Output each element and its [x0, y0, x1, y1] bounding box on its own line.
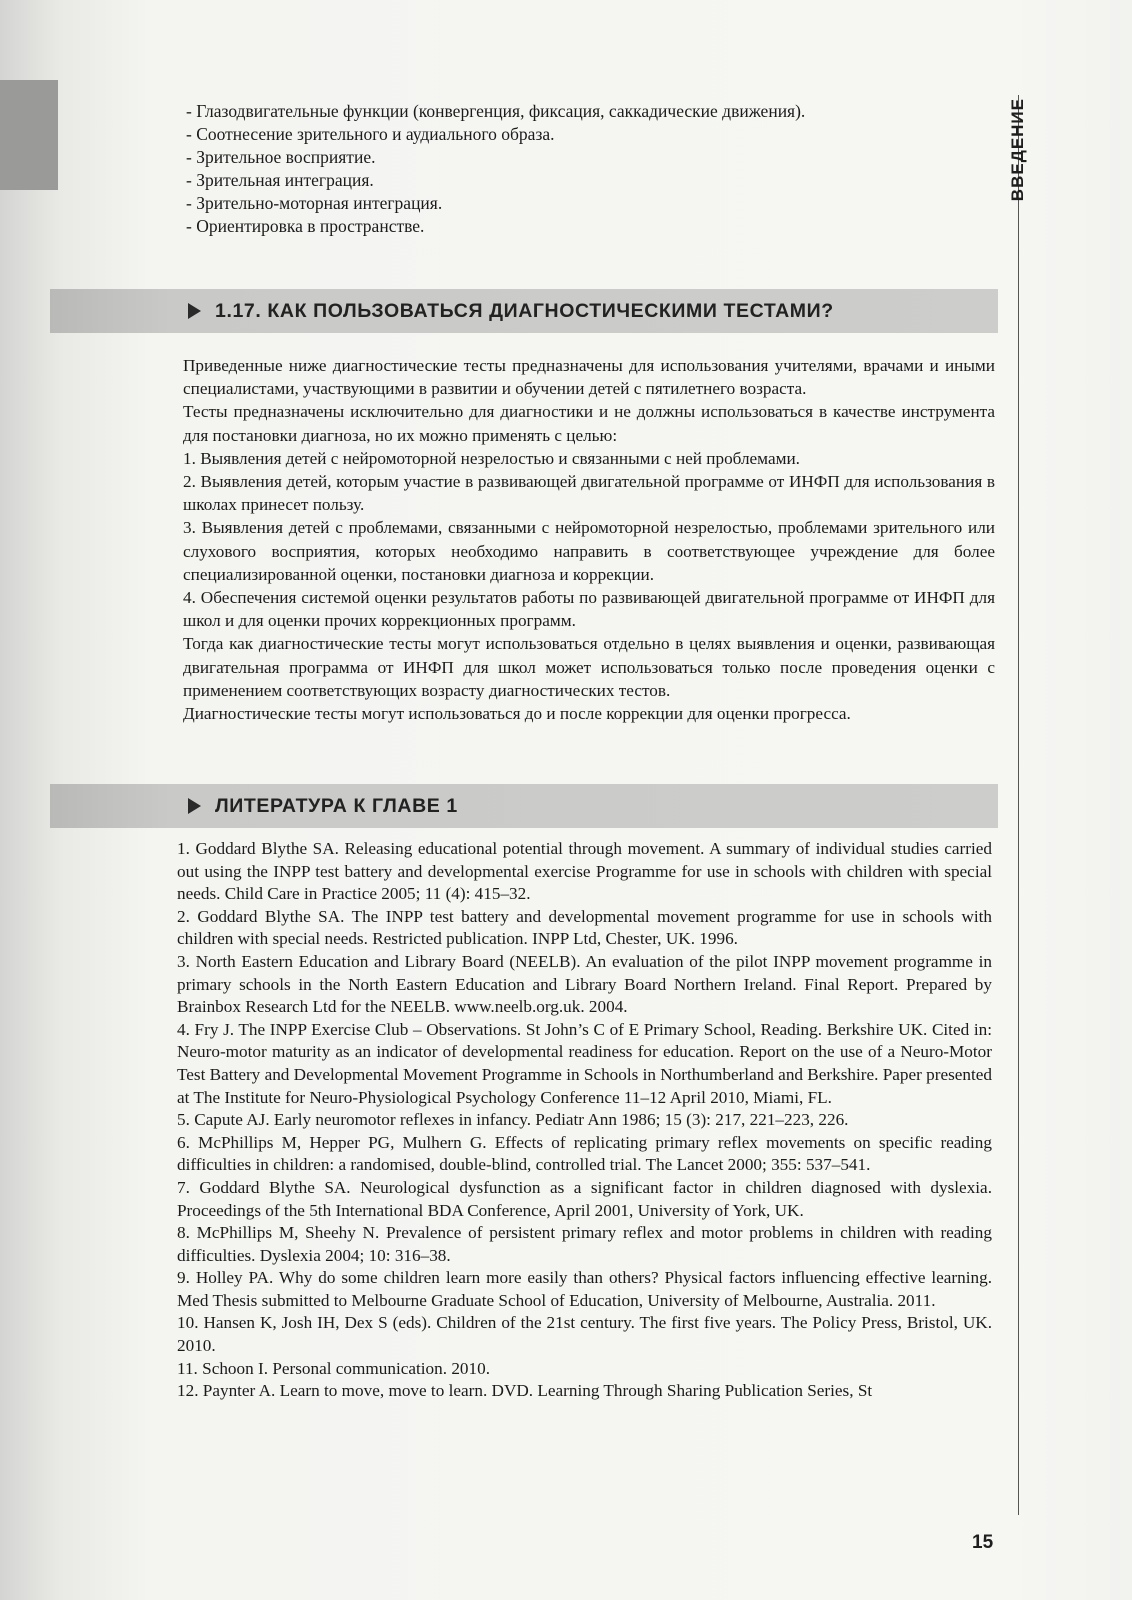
body-paragraph: 4. Обеспечения системой оценки результатов работы по развивающей двигательной программе от ИНФП для школ и для оценки прочих коррекционных программ.	[183, 588, 995, 631]
section-body	[183, 354, 995, 725]
body-paragraph: Тогда как диагностические тесты могут использоваться отдельно в целях выявления и оценки, развивающая двигательная программа от ИНФП для школ может использоваться только после проведения оценки с применением соответствующих возрасту диагностических тестов.	[183, 634, 995, 700]
reference-item: 12. Paynter A. Learn to move, move to learn. DVD. Learning Through Sharing Publication Series, St	[177, 1381, 873, 1401]
body-paragraph: Приведенные ниже диагностические тесты предназначены для использования учителями, врачами и иными специалистами, участвующими в развитии и обучении детей с пятилетнего возраста.	[183, 356, 995, 399]
body-paragraph: Тесты предназначены исключительно для диагностики и не должны использоваться в качестве инструмента для постановки диагноза, но их можно применять с целью:	[183, 402, 995, 445]
bullet-item: - Зрительно-моторная интеграция.	[186, 193, 443, 213]
reference-item: 1. Goddard Blythe SA. Releasing educational potential through movement. A summary of individual studies carried out using the INPP test battery and developmental exercise Programme for use in schools with children with special needs. Child Care in Practice 2005; 11 (4): 415–32.	[177, 839, 992, 904]
bullet-item: - Зрительная интеграция.	[186, 170, 374, 190]
triangle-bullet-icon	[188, 303, 201, 319]
reference-list	[177, 838, 992, 1403]
side-rule	[1018, 95, 1019, 1515]
page-number: 15	[972, 1532, 994, 1553]
reference-item: 8. McPhillips M, Sheehy N. Prevalence of persistent primary reflex and motor problems in children with reading difficulties. Dyslexia 2004; 10: 316–38.	[177, 1223, 992, 1265]
bullet-item: - Глазодвигательные функции (конвергенция, фиксация, саккадические движения).	[186, 101, 806, 121]
literature-heading-bar	[50, 784, 998, 828]
literature-heading: ЛИТЕРАТУРА К ГЛАВЕ 1	[215, 794, 458, 817]
reference-item: 9. Holley PA. Why do some children learn more easily than others? Physical factors influencing effective learning. Med Thesis submitted to Melbourne Graduate School of Education, University of Melbourne, Australia. 2011.	[177, 1268, 992, 1310]
body-paragraph: Диагностические тесты могут использоваться до и после коррекции для оценки прогресса.	[183, 704, 851, 724]
reference-item: 10. Hansen K, Josh IH, Dex S (eds). Children of the 21st century. The first five years. The Policy Press, Bristol, UK. 2010.	[177, 1313, 992, 1356]
body-paragraph: 1. Выявления детей с нейромоторной незрелостью и связанными с ней проблемами.	[183, 448, 800, 468]
bullet-item: - Соотнесение зрительного и аудиального образа.	[186, 124, 555, 144]
reference-item: 5. Capute AJ. Early neuromotor reflexes in infancy. Pediatr Ann 1986; 15 (3): 217, 221–223, 226.	[177, 1110, 849, 1130]
spine-shadow-tab	[0, 80, 58, 190]
bullet-item: - Ориентировка в пространстве.	[186, 216, 425, 236]
reference-item: 6. McPhillips M, Hepper PG, Mulhern G. Effects of replicating primary reflex movements on specific reading difficulties in children: a randomised, double-blind, controlled trial. The Lancet 2000; 355: 537–541.	[177, 1132, 992, 1175]
body-paragraph: 3. Выявления детей с проблемами, связанными с нейромоторной незрелостью, проблемами зрительного или слухового восприятия, которых необходимо направить в соответствующее учреждение для более специализированной оценки, постановки диагноза и коррекции.	[183, 518, 995, 584]
reference-item: 11. Schoon I. Personal communication. 2010.	[177, 1358, 490, 1378]
body-paragraph: 2. Выявления детей, которым участие в развивающей двигательной программе от ИНФП для использования в школах принесет пользу.	[183, 472, 995, 515]
triangle-bullet-icon	[188, 798, 201, 814]
bullet-item: - Зрительное восприятие.	[186, 147, 376, 167]
section-heading: 1.17. КАК ПОЛЬЗОВАТЬСЯ ДИАГНОСТИЧЕСКИМИ ТЕСТАМИ?	[215, 299, 834, 322]
chapter-side-label: ВВЕДЕНИЕ	[1008, 98, 1027, 202]
reference-item: 7. Goddard Blythe SA. Neurological dysfunction as a significant factor in children diagnosed with dyslexia. Proceedings of the 5th International BDA Conference, April 2001, University of York, UK.	[177, 1177, 992, 1220]
bullet-list	[186, 100, 996, 238]
reference-item: 3. North Eastern Education and Library Board (NEELB). An evaluation of the pilot INPP movement programme in primary schools in the North Eastern Education and Library Board Northern Ireland. Final Report. Prepared by Brainbox Research Ltd for the NEELB. www.neelb.org.uk. 2004.	[177, 951, 992, 1017]
reference-item: 2. Goddard Blythe SA. The INPP test battery and developmental movement programme for use in schools with children with special needs. Restricted publication. INPP Ltd, Chester, UK. 1996.	[177, 906, 992, 949]
section-heading-bar	[50, 289, 998, 333]
reference-item: 4. Fry J. The INPP Exercise Club – Observations. St John’s C of E Primary School, Reading. Berkshire UK. Cited in: Neuro-motor maturity as an indicator of developmental readiness for education. Report on the use of a Neuro-Motor Test Battery and Developmental Movement Programme in Schools in Northumberland and Berkshire. Paper presented at The Institute for Neuro-Physiological Psychology Conference 11–12 April 2010, Miami, FL.	[177, 1019, 992, 1107]
